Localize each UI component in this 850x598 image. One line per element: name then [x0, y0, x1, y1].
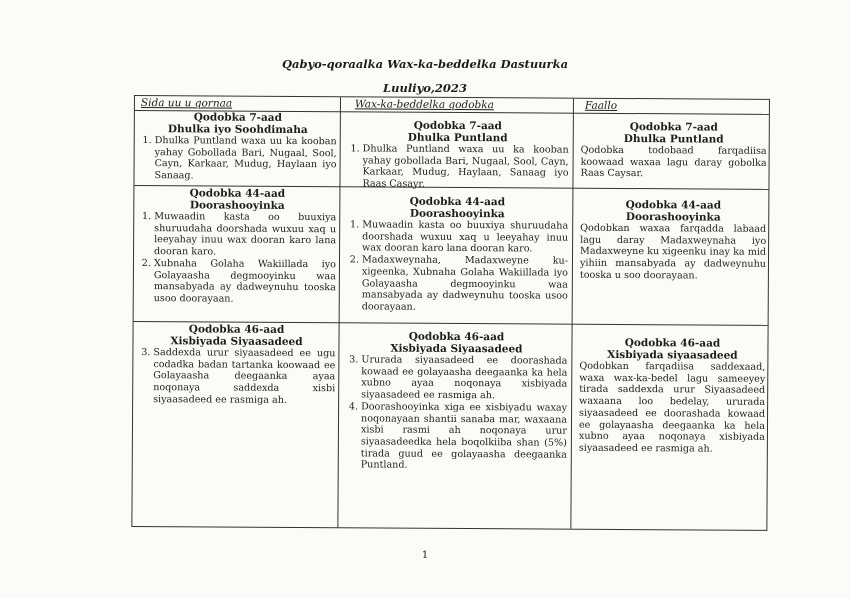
article-title: Xisbiyada Siyaasadeed [390, 342, 523, 356]
header-comment: Faallo [584, 99, 618, 112]
article-number: Qodobka 44-aad [625, 199, 722, 212]
list-item: 1. Muwaadin kasta oo buuxiya shuruudaha doorshada wuxuu xaq u leeyahay inuu wax dooran karo lana dooran karo. [154, 211, 336, 259]
list-item: 1. Dhulka Puntland waxa uu ka kooban yahay Gobollada Bari, Nugaal, Sool, Cayn, Karkaar, Mudug, Haylaan iyo Sanaag. [154, 135, 336, 183]
article-number: Qodobka 7-aad [629, 121, 718, 134]
article-title: Dhulka Puntland [623, 132, 724, 146]
comment-text: Qodobka todobaad farqadiisa koowaad waxaa lagu daray gobolka Raas Caysar. [580, 144, 767, 180]
table-cell [138, 111, 336, 183]
article-title: Doorashooyinka [189, 199, 285, 212]
article-number: Qodobka 7-aad [193, 111, 282, 124]
comment-text: Qodobkan farqadiisa saddexaad, waxa wax-ka-bedel lagu sameeyey tirada saddexda urur Siyaasadeed waxaana loo bedelay, ururada siyaasadeed ee doorashada kowaad ee golayaasha deegaanka ka hela xubno ayaa noqonaya xisbiyada siyaasadeed ee rasmiga ah. [578, 360, 766, 455]
column-divider [337, 97, 341, 527]
article-number: Qodobka 46-aad [188, 323, 285, 336]
article-number: Qodobka 46-aad [624, 337, 721, 350]
article-number: Qodobka 44-aad [189, 187, 286, 200]
list-item: 3. Ururada siyaasadeed ee doorashada kowaad ee golayaasha deegaanka ka hela xubno ayaa noqonaya xisbiyada siyaasadeed ee rasmiga ah. [361, 354, 567, 402]
table-cell [580, 121, 766, 181]
article-title: Dhulka iyo Soohdimaha [167, 123, 308, 137]
list-item: 2. Madaxweynaha, Madaxweyne ku-xigeenka, Xubnaha Golaha Wakiillada iyo Golayaasha degmooyinku waa mansabyada ay dadweynuhu tooska usoo doorayaan. [362, 255, 568, 315]
document-title: Qabyo-qoraalka Wax-ka-beddelka Dastuurka [281, 57, 569, 71]
table-cell [580, 199, 767, 283]
article-number: Qodobka 7-aad [413, 119, 502, 133]
list-item: 1. Muwaadin kasta oo buuxiya shuruudaha doorshada wuxuu xaq u leeyahay inuu wax dooran karo lana dooran karo. [362, 219, 568, 255]
list-item: 2. Xubnaha Golaha Wakiillada iyo Golayaasha degmooyinku waa mansabyada ay dadweynuhu tooska usoo doorayaan. [154, 258, 336, 306]
article-title: Xisbiyada Siyaasadeed [170, 335, 303, 349]
article-title: Dhulka Puntland [407, 131, 508, 145]
article-title: Xisbiyada siyaasadeed [607, 348, 738, 362]
table-cell [346, 119, 568, 191]
article-number: Qodobka 46-aad [408, 330, 505, 344]
article-title: Doorashooyinka [409, 207, 505, 221]
page-number: 1 [421, 550, 429, 561]
table-cell [345, 330, 568, 472]
table-cell [579, 337, 766, 456]
comment-text: Qodobkan waxaa farqadda labaad lagu daray Madaxweynaha iyo Madaxweyne ku xigeenku inay ka mid yihiin mansabyada ay dadweynuhu tooska u soo doorayaan. [579, 222, 767, 282]
document-date: Luuliyo,2023 [383, 81, 467, 95]
column-divider [570, 99, 574, 529]
list-item: 1. Dhulka Puntland waxa uu ka kooban yahay gobollada Bari, Nugaal, Sool, Cayn, Karkaar, Mudug, Haylaan, Sanaag iyo Raas Casayr. [362, 143, 568, 191]
article-number: Qodobka 44-aad [409, 195, 506, 209]
list-item: 4. Doorashooyinka xiga ee xisbiyadu waxay noqonayaan shantii sanaba mar, waxaana xisbi rasmi ah noqonaya urur siyaasadeedka hela boqolkiiba shan (5%) tirada guud ee golayaasha deegaanka Puntland. [361, 401, 567, 472]
comparison-table [131, 95, 770, 531]
list-item: 3. Saddexda urur siyaasadeed ee ugu codadka badan tartanka koowaad ee Golayaasha deegaanka ayaa noqonaya saddexda xisbi siyaasadeed ee rasmiga ah. [153, 347, 335, 407]
article-title: Doorashooyinka [625, 211, 721, 224]
header-amendment: Wax-ka-beddelka qodobka [354, 98, 494, 112]
table-cell [137, 323, 336, 407]
table-cell [346, 195, 569, 314]
table-cell [138, 187, 337, 306]
header-original: Sida uu u qornaa [140, 97, 233, 110]
